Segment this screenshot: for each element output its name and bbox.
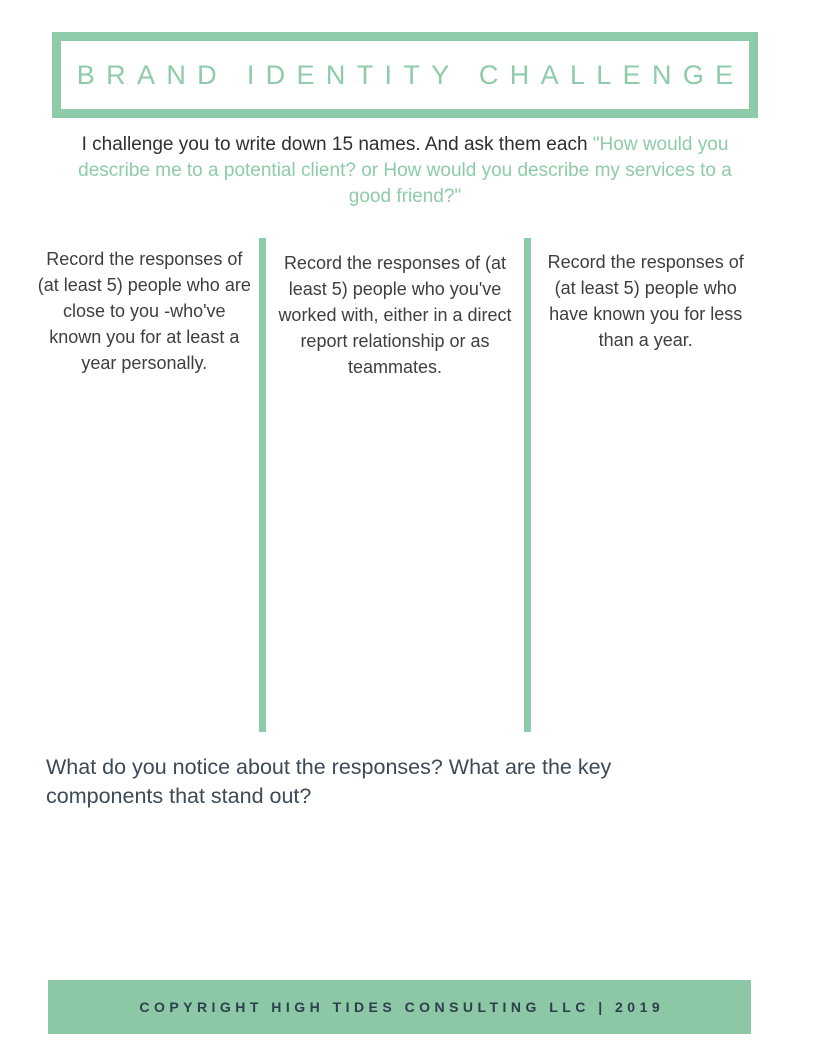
- columns-section: [30, 238, 760, 732]
- header-banner: [52, 32, 758, 118]
- response-column-new-acquaintance: [531, 238, 760, 732]
- intro-quote-text: "How would you describe me to a potential client? or How would you describe my services to a good friend?": [78, 134, 732, 207]
- question-text: What do you notice about the responses? What are the key components that stand out?: [46, 755, 612, 808]
- response-column-personal: [30, 238, 259, 732]
- column-instruction-text: Record the responses of (at least 5) people who you've worked with, either in a direct report relationship or as teammates.: [278, 253, 512, 377]
- column-divider: [259, 238, 266, 732]
- footer-banner: [48, 980, 751, 1034]
- intro-challenge-text: I challenge you to write down 15 names. And ask them each: [81, 134, 593, 155]
- page-title: BRAND IDENTITY CHALLENGE: [76, 59, 745, 90]
- column-divider: [524, 238, 531, 732]
- intro-paragraph: [55, 132, 755, 210]
- column-instruction-text: Record the responses of (at least 5) people who have known you for less than a year.: [547, 252, 744, 350]
- footer-copyright-text: COPYRIGHT HIGH TIDES CONSULTING LLC | 2019: [139, 999, 665, 1015]
- column-instruction-text: Record the responses of (at least 5) people who are close to you -who've known you for at least a year personally.: [37, 249, 251, 373]
- response-column-work: [266, 238, 525, 732]
